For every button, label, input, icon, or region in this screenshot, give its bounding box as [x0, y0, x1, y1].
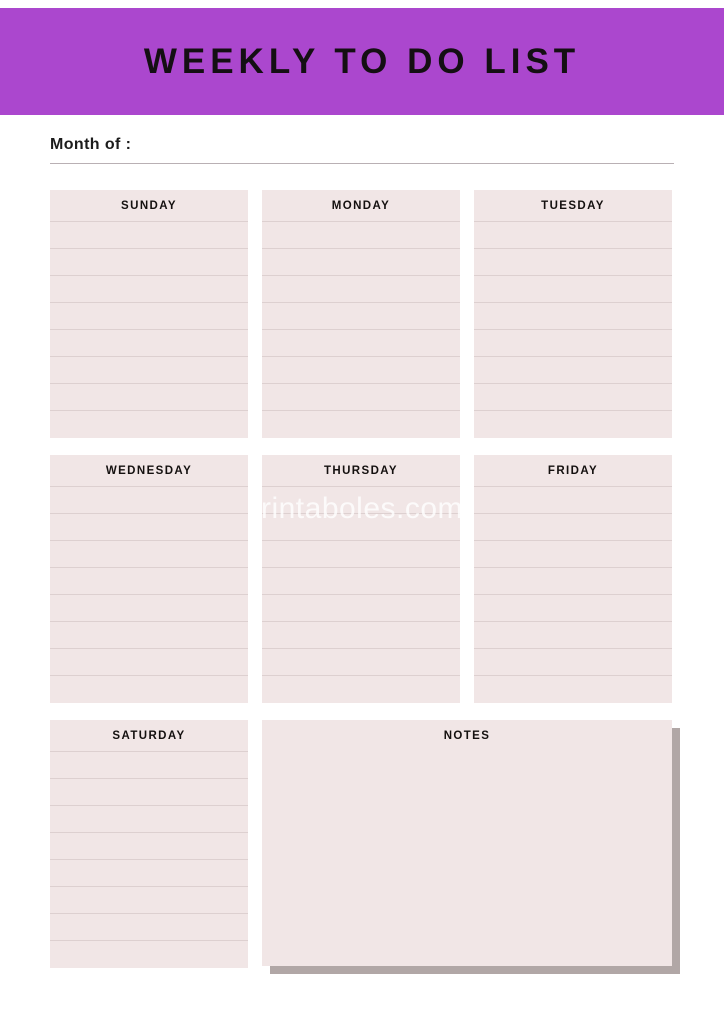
task-line[interactable]	[262, 622, 460, 649]
task-line[interactable]	[50, 303, 248, 330]
task-line[interactable]	[474, 622, 672, 649]
task-line[interactable]	[50, 276, 248, 303]
task-line[interactable]	[474, 276, 672, 303]
day-lines-thursday[interactable]	[262, 487, 460, 703]
task-line[interactable]	[262, 276, 460, 303]
task-line[interactable]	[262, 541, 460, 568]
day-title-friday: FRIDAY	[474, 455, 672, 487]
notes-title: NOTES	[443, 730, 491, 742]
task-line[interactable]	[474, 357, 672, 384]
day-title-thursday: THURSDAY	[262, 455, 460, 487]
watermark: rintaboles.com	[260, 492, 464, 525]
task-line[interactable]	[50, 514, 248, 541]
days-row-3	[50, 720, 674, 968]
task-line[interactable]	[262, 568, 460, 595]
day-lines-saturday[interactable]	[50, 752, 248, 968]
task-line[interactable]	[262, 649, 460, 676]
task-line[interactable]	[50, 806, 248, 833]
task-line[interactable]	[474, 249, 672, 276]
task-line[interactable]	[474, 676, 672, 703]
day-title-sunday: SUNDAY	[50, 190, 248, 222]
task-line[interactable]	[262, 303, 460, 330]
task-line[interactable]	[50, 249, 248, 276]
task-line[interactable]	[262, 249, 460, 276]
notes-card[interactable]	[262, 720, 672, 966]
task-line[interactable]	[50, 330, 248, 357]
day-title-saturday: SATURDAY	[50, 720, 248, 752]
task-line[interactable]	[262, 595, 460, 622]
day-lines-monday[interactable]	[262, 222, 460, 438]
task-line[interactable]	[474, 568, 672, 595]
task-line[interactable]	[50, 222, 248, 249]
task-line[interactable]	[474, 487, 672, 514]
day-title-tuesday: TUESDAY	[474, 190, 672, 222]
task-line[interactable]	[262, 487, 460, 514]
days-grid	[50, 190, 674, 985]
task-line[interactable]	[474, 411, 672, 438]
task-line[interactable]	[50, 860, 248, 887]
task-line[interactable]	[262, 676, 460, 703]
task-line[interactable]	[474, 384, 672, 411]
task-line[interactable]	[50, 649, 248, 676]
task-line[interactable]	[474, 541, 672, 568]
notes-section	[262, 720, 672, 968]
task-line[interactable]	[262, 384, 460, 411]
task-line[interactable]	[50, 941, 248, 968]
task-line[interactable]	[474, 330, 672, 357]
task-line[interactable]	[50, 779, 248, 806]
task-line[interactable]	[50, 676, 248, 703]
days-row-1	[50, 190, 674, 438]
task-line[interactable]	[50, 541, 248, 568]
task-line[interactable]	[50, 622, 248, 649]
day-card-sunday[interactable]	[50, 190, 248, 438]
task-line[interactable]	[50, 887, 248, 914]
day-lines-wednesday[interactable]	[50, 487, 248, 703]
task-line[interactable]	[262, 514, 460, 541]
task-line[interactable]	[50, 833, 248, 860]
page-title: WEEKLY TO DO LIST	[143, 41, 581, 81]
task-line[interactable]	[50, 914, 248, 941]
task-line[interactable]	[50, 357, 248, 384]
task-line[interactable]	[474, 595, 672, 622]
task-line[interactable]	[262, 357, 460, 384]
day-card-saturday[interactable]	[50, 720, 248, 968]
day-lines-tuesday[interactable]	[474, 222, 672, 438]
task-line[interactable]	[474, 649, 672, 676]
task-line[interactable]	[262, 222, 460, 249]
task-line[interactable]	[50, 411, 248, 438]
task-line[interactable]	[50, 487, 248, 514]
task-line[interactable]	[50, 752, 248, 779]
month-of-label: Month of :	[50, 136, 132, 153]
day-card-monday[interactable]	[262, 190, 460, 438]
task-line[interactable]	[262, 330, 460, 357]
day-card-thursday[interactable]	[262, 455, 460, 703]
month-of-field[interactable]	[50, 136, 674, 164]
task-line[interactable]	[474, 514, 672, 541]
task-line[interactable]	[50, 595, 248, 622]
task-line[interactable]	[50, 384, 248, 411]
day-lines-friday[interactable]	[474, 487, 672, 703]
days-row-2	[50, 455, 674, 703]
day-lines-sunday[interactable]	[50, 222, 248, 438]
day-title-wednesday: WEDNESDAY	[50, 455, 248, 487]
task-line[interactable]	[474, 222, 672, 249]
day-card-friday[interactable]	[474, 455, 672, 703]
task-line[interactable]	[50, 568, 248, 595]
header-band	[0, 8, 724, 115]
day-title-monday: MONDAY	[262, 190, 460, 222]
task-line[interactable]	[474, 303, 672, 330]
day-card-wednesday[interactable]	[50, 455, 248, 703]
month-of-rule	[50, 163, 674, 164]
task-line[interactable]	[262, 411, 460, 438]
day-card-tuesday[interactable]	[474, 190, 672, 438]
